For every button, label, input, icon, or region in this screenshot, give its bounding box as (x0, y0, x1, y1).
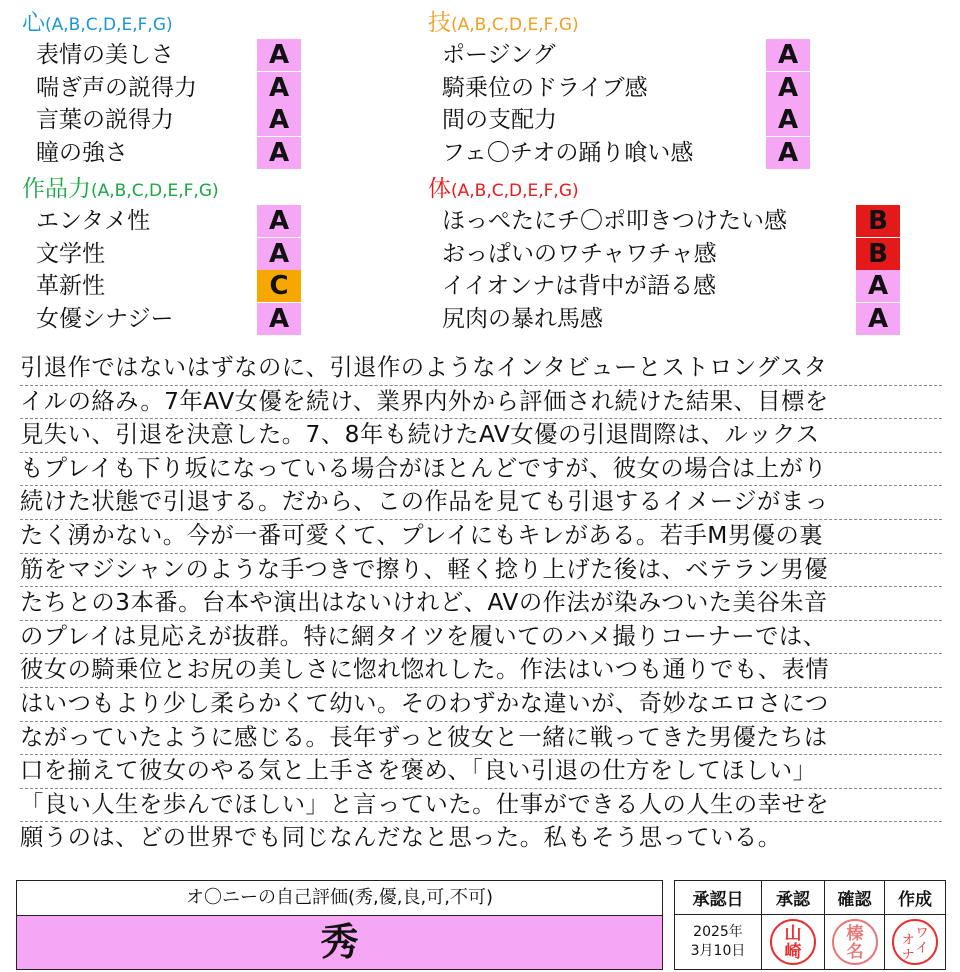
grade-scale: (A,B,C,D,E,F,G) (45, 15, 173, 35)
category-skill-heading (428, 8, 579, 40)
grade-scale: (A,B,C,D,E,F,G) (451, 181, 579, 201)
review-line: のプレイは見応えが抜群。特に網タイツを履いてのハメ撮りコーナーでは、 (20, 621, 942, 655)
review-line: イルの絡み。7年AV女優を続け、業界内外から評価され続けた結果、目標を (20, 386, 942, 420)
approval-date-day: 3月10日 (690, 943, 746, 959)
review-line: 「良い人生を歩んでほしい」と言っていた。仕事ができる人の人生の幸せを (20, 789, 942, 823)
svg-text:山: 山 (784, 924, 802, 944)
category-name: 作品力 (22, 176, 91, 202)
grade-badge: A (257, 104, 301, 136)
grade-badge: A (257, 137, 301, 169)
category-name: 心 (22, 10, 45, 36)
category-work-power-heading (22, 174, 219, 206)
review-line: たく湧かない。今が一番可愛くて、プレイにもキレがある。若手M男優の裏 (20, 520, 942, 554)
self-evaluation-title: オ〇ニーの自己評価(秀,優,良,可,不可) (17, 881, 662, 916)
item-label: 騎乗位のドライブ感 (442, 75, 648, 101)
seal-stamp-icon (830, 917, 880, 967)
grade-badge: A (856, 270, 900, 302)
approval-table (674, 880, 946, 970)
grade-badge: A (257, 238, 301, 270)
svg-text:イ: イ (915, 941, 929, 956)
grade-badge: A (257, 205, 301, 237)
item-label: 革新性 (36, 273, 105, 299)
approval-header: 承認 (762, 881, 825, 915)
seal-stamp-icon (890, 917, 940, 967)
item-label: 間の支配力 (442, 107, 557, 133)
grade-badge: B (856, 205, 900, 237)
item-label: おっぱいのワチャワチャ感 (442, 241, 717, 267)
item-label: 喘ぎ声の説得力 (36, 75, 197, 101)
item-label: 言葉の説得力 (36, 107, 174, 133)
item-label: ポージング (442, 42, 556, 68)
grade-badge: C (257, 270, 301, 302)
approval-date (675, 915, 762, 970)
svg-text:ワ: ワ (915, 926, 929, 941)
self-evaluation-box (16, 880, 663, 970)
review-text (20, 352, 942, 855)
grade-badge: A (766, 72, 810, 104)
category-heart-heading (22, 8, 173, 40)
review-line: 引退作ではないはずなのに、引退作のようなインタビューとストロングスタ (20, 352, 942, 386)
review-line: もプレイも下り坂になっている場合がほとんどですが、彼女の場合は上がり (20, 453, 942, 487)
svg-text:榛: 榛 (846, 924, 863, 944)
review-line: はいつもより少し柔らかくて幼い。そのわずかな違いが、奇妙なエロさにつ (20, 688, 942, 722)
grade-scale: (A,B,C,D,E,F,G) (451, 15, 579, 35)
approval-date-year: 2025年 (693, 924, 743, 940)
svg-text:崎: 崎 (784, 942, 802, 962)
review-line: 筋をマジシャンのような手つきで擦り、軽く捻り上げた後は、ベテラン男優 (20, 554, 942, 588)
item-label: 表情の美しさ (36, 42, 174, 68)
item-label: 女優シナジー (36, 306, 174, 332)
item-label: フェ〇チオの踊り喰い感 (442, 140, 694, 166)
approval-date-header: 承認日 (675, 881, 762, 915)
review-line: 見失い、引退を決意した。7、8年も続けたAV女優の引退間際は、ルックス (20, 419, 942, 453)
svg-text:名: 名 (846, 942, 863, 962)
grade-badge: A (257, 303, 301, 335)
item-label: エンタメ性 (36, 208, 151, 234)
author-stamp-cell (885, 915, 946, 970)
item-label: イイオンナは背中が語る感 (442, 273, 717, 299)
author-header: 作成 (885, 881, 946, 915)
item-label: 尻肉の暴れ馬感 (442, 306, 603, 332)
grade-scale: (A,B,C,D,E,F,G) (91, 181, 219, 201)
grade-badge: A (257, 39, 301, 71)
svg-text:オ: オ (901, 933, 915, 948)
review-line: 願うのは、どの世界でも同じなんだなと思った。私もそう思っている。 (20, 824, 782, 852)
category-body-heading (428, 174, 579, 206)
review-line: 続けた状態で引退する。だから、この作品を見ても引退するイメージがまっ (20, 486, 942, 520)
check-header: 確認 (825, 881, 885, 915)
review-line: 口を揃えて彼女のやる気と上手さを褒め、「良い引退の仕方をしてほしい」 (20, 755, 942, 789)
grade-badge: A (766, 137, 810, 169)
seal-stamp-icon (768, 917, 818, 967)
grade-badge: A (257, 72, 301, 104)
grade-badge: B (856, 238, 900, 270)
svg-text:ナ: ナ (901, 948, 915, 963)
grade-badge: A (766, 39, 810, 71)
grade-badge: A (766, 104, 810, 136)
check-stamp-cell (825, 915, 885, 970)
item-label: ほっぺたにチ〇ポ叩きつけたい感 (442, 208, 787, 234)
review-line: たちとの3本番。台本や演出はないけれど、AVの作法が染みついた美谷朱音 (20, 587, 942, 621)
category-name: 技 (428, 10, 451, 36)
review-line: ながっていたように感じる。長年ずっと彼女と一緒に戦ってきた男優たちは (20, 722, 942, 756)
review-line: 彼女の騎乗位とお尻の美しさに惚れ惚れした。作法はいつも通りでも、表情 (20, 654, 942, 688)
item-label: 瞳の強さ (36, 140, 128, 166)
grade-badge: A (856, 303, 900, 335)
approval-stamp-cell (762, 915, 825, 970)
category-name: 体 (428, 176, 451, 202)
item-label: 文学性 (36, 241, 105, 267)
self-evaluation-value: 秀 (17, 916, 662, 969)
